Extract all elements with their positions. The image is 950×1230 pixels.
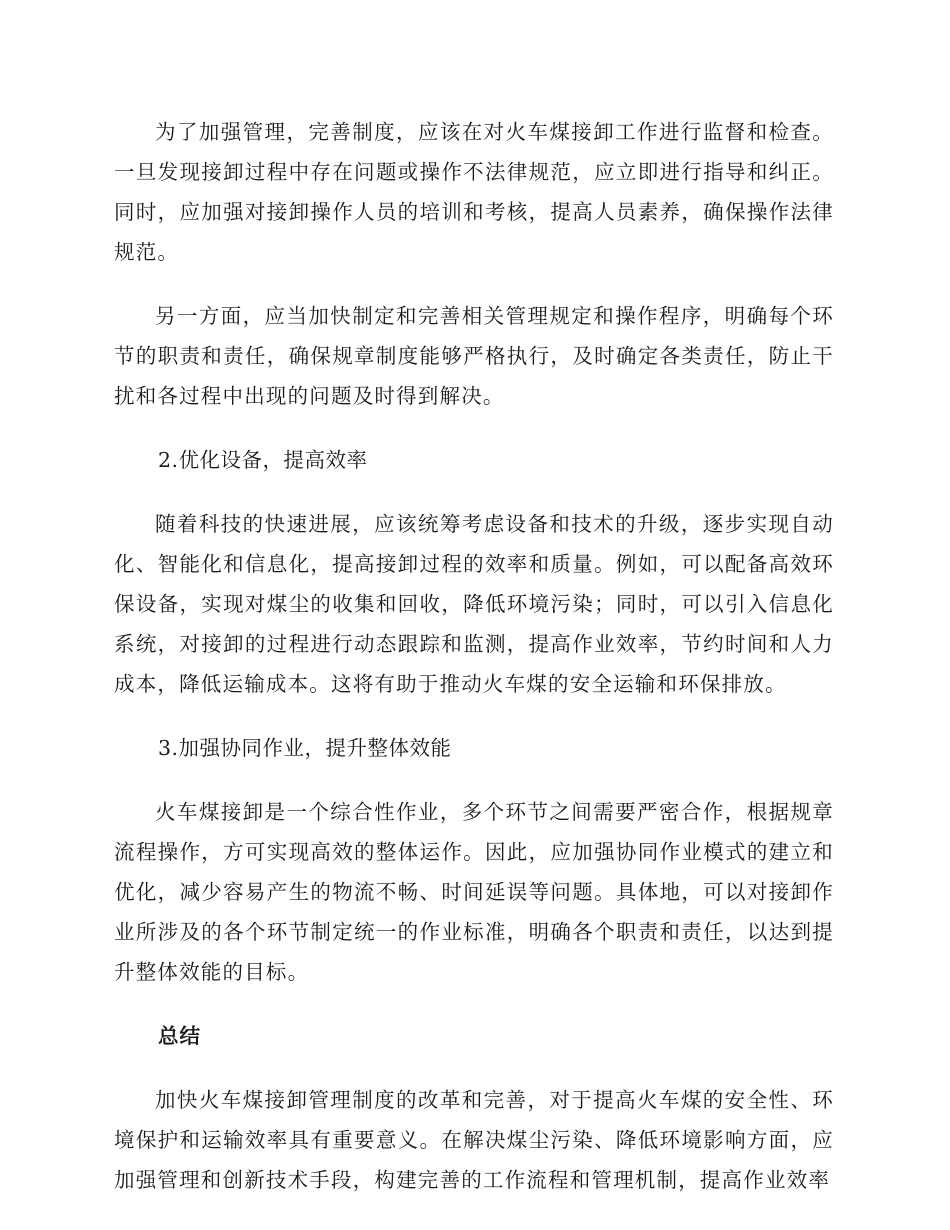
heading-optimize-equipment: 2.优化设备，提高效率 (158, 448, 368, 472)
paragraph-gap (114, 272, 834, 296)
paragraph-gap (114, 480, 834, 504)
paragraph-regulations: 另一方面，应当加快制定和完善相关管理规定和操作程序，明确每个环节的职责和责任，确保规章制度能够严格执行，及时确定各类责任，防止干扰和各过程中出现的问题及时得到解决。 (114, 304, 834, 408)
summary-title: 总结 (158, 1024, 201, 1048)
heading-collaboration: 3.加强协同作业，提升整体效能 (158, 736, 452, 760)
paragraph-gap (114, 416, 834, 440)
paragraph-supervision: 为了加强管理，完善制度，应该在对火车煤接卸工作进行监督和检查。一旦发现接卸过程中存在问题或操作不法律规范，应立即进行指导和纠正。同时，应加强对接卸操作人员的培训和考核，提高人员素养，确保操作法律规范。 (114, 120, 834, 264)
document-page (114, 112, 834, 1200)
paragraph-gap (114, 768, 834, 792)
paragraph-gap (114, 704, 834, 728)
paragraph-gap (114, 1056, 834, 1080)
paragraph-technology: 随着科技的快速进展，应该统筹考虑设备和技术的升级，逐步实现自动化、智能化和信息化，提高接卸过程的效率和质量。例如，可以配备高效环保设备，实现对煤尘的收集和回收，降低环境污染；同时，可以引入信息化系统，对接卸的过程进行动态跟踪和监测，提高作业效率，节约时间和人力成本，降低运输成本。这将有助于推动火车煤的安全运输和环保排放。 (114, 512, 834, 696)
paragraph-gap (114, 992, 834, 1016)
paragraph-summary: 加快火车煤接卸管理制度的改革和完善，对于提高火车煤的安全性、环境保护和运输效率具有重要意义。在解决煤尘污染、降低环境影响方面，应加强管理和创新技术手段，构建完善的工作流程和管理机制，提高作业效率 (114, 1088, 834, 1192)
paragraph-collaboration: 火车煤接卸是一个综合性作业，多个环节之间需要严密合作，根据规章流程操作，方可实现高效的整体运作。因此，应加强协同作业模式的建立和优化，减少容易产生的物流不畅、时间延误等问题。具体地，可以对接卸作业所涉及的各个环节制定统一的作业标准，明确各个职责和责任，以达到提升整体效能的目标。 (114, 800, 834, 984)
